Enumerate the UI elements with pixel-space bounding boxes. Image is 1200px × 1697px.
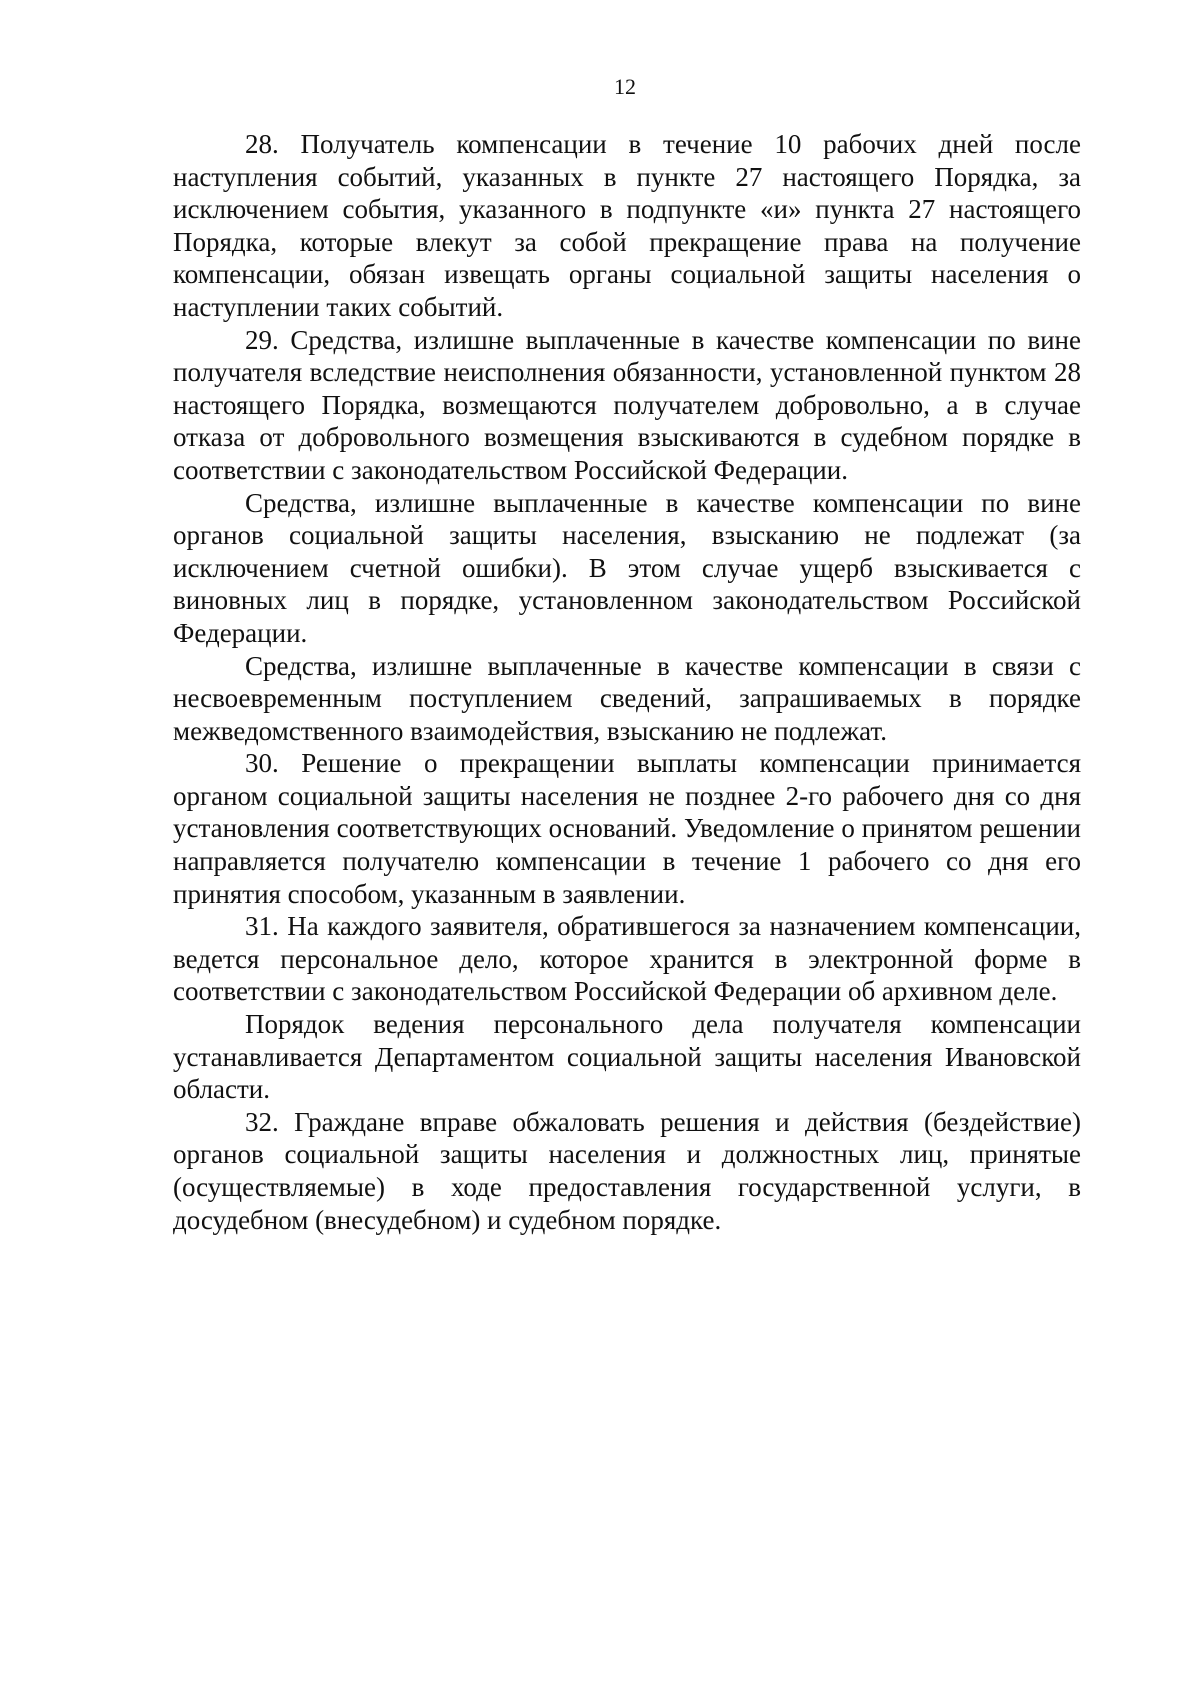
paragraph-29: 29. Средства, излишне выплаченные в качестве компенсации по вине получателя вследствие неисполнения обязанности, установленной пунктом 28 настоящего Порядка, возмещаются получателем добровольно, а в случае отказа от добровольного возмещения взыскиваются в судебном порядке в соответствии с законодательством Российской Федерации.	[173, 324, 1081, 485]
paragraph-29-part-3: Средства, излишне выплаченные в качестве компенсации в связи с несвоевременным поступлением сведений, запрашиваемых в порядке межведомственного взаимодействия, взысканию не подлежат.	[173, 650, 1081, 746]
paragraph-31-part-2: Порядок ведения персонального дела получателя компенсации устанавливается Департаментом социальной защиты населения Ивановской области.	[173, 1009, 1081, 1105]
document-body	[173, 128, 1081, 1236]
paragraph-31: 31. На каждого заявителя, обратившегося за назначением компенсации, ведется персональное дело, которое хранится в электронной форме в соответствии с законодательством Российской Федерации об архивном деле.	[173, 911, 1081, 1007]
paragraph-29-part-2: Средства, излишне выплаченные в качестве компенсации по вине органов социальной защиты населения, взысканию не подлежат (за исключением счетной ошибки). В этом случае ущерб взыскивается с виновных лиц в порядке, установленном законодательством Российской Федерации.	[173, 487, 1081, 648]
paragraph-30: 30. Решение о прекращении выплаты компенсации принимается органом социальной защиты населения не позднее 2-го рабочего дня со дня установления соответствующих оснований. Уведомление о принятом решении направляется получателю компенсации в течение 1 рабочего со дня его принятия способом, указанным в заявлении.	[173, 748, 1081, 909]
paragraph-32: 32. Граждане вправе обжаловать решения и действия (бездействие) органов социальной защиты населения и должностных лиц, принятые (осуществляемые) в ходе предоставления государственной услуги, в досудебном (внесудебном) и судебном порядке.	[173, 1106, 1081, 1235]
page-number: 12	[614, 74, 636, 99]
paragraph-28: 28. Получатель компенсации в течение 10 рабочих дней после наступления событий, указанных в пункте 27 настоящего Порядка, за исключением события, указанного в подпункте «и» пункта 27 настоящего Порядка, которые влекут за собой прекращение права на получение компенсации, обязан извещать органы социальной защиты населения о наступлении таких событий.	[173, 129, 1081, 322]
